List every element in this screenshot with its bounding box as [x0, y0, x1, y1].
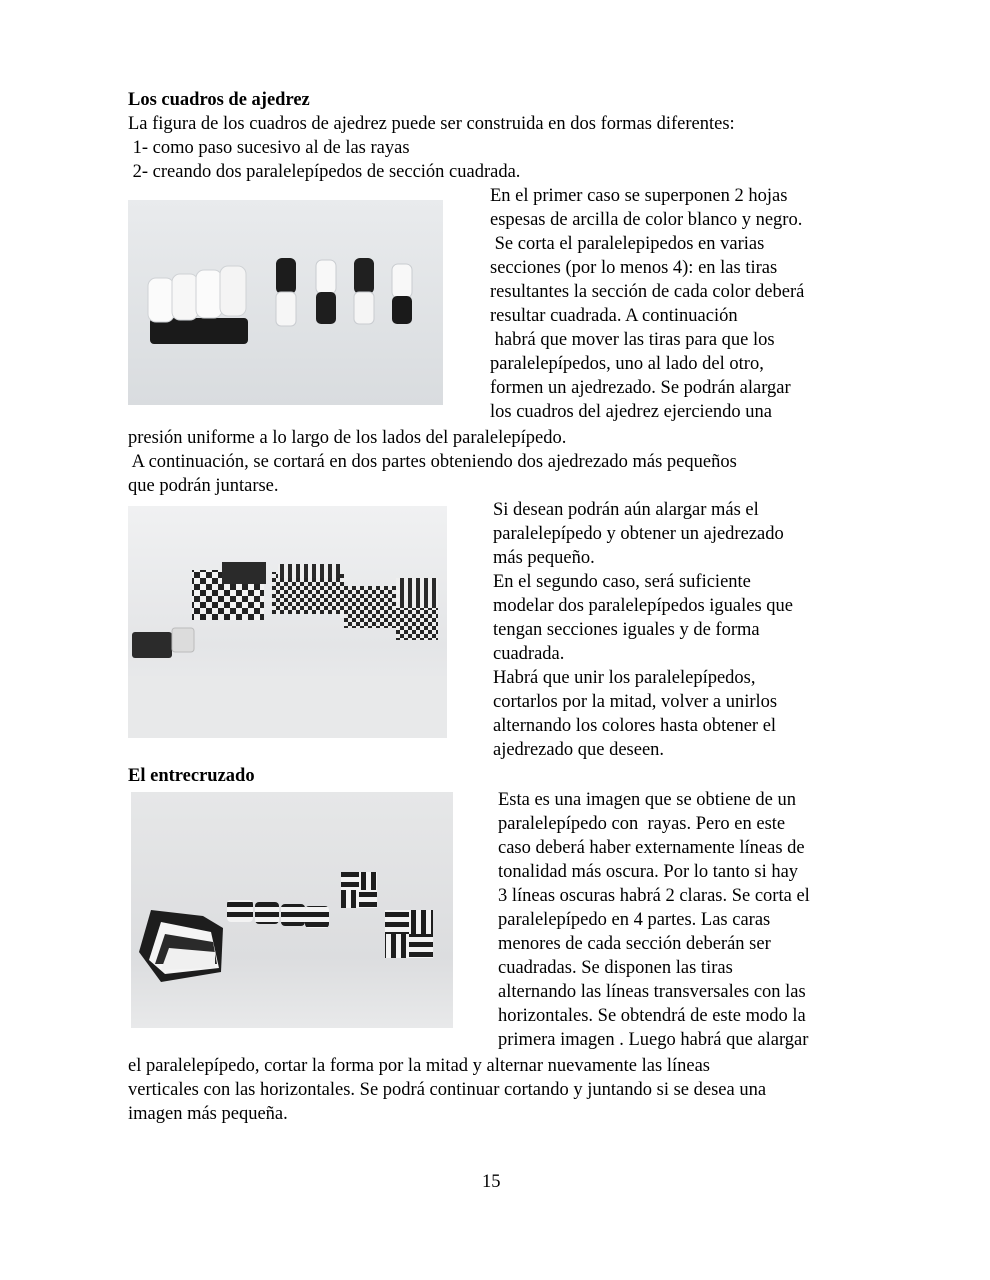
text-line: habrá que mover las tiras para que los [490, 330, 775, 350]
photo-checkerboard-blocks [128, 506, 447, 738]
text-line: cortarlos por la mitad, volver a unirlos [493, 692, 778, 712]
stacked-strips-left [148, 266, 248, 344]
page-number: 15 [482, 1172, 501, 1192]
text-line: paralelepípedo en 4 partes. Las caras [498, 910, 771, 930]
list-item-1: 1- como paso sucesivo al de las rayas [128, 138, 410, 158]
text-line: Si desean podrán aún alargar más el [493, 500, 759, 520]
text-line: horizontales. Se obtendrá de este modo la [498, 1006, 806, 1026]
list-item-2: 2- creando dos paralelepípedos de sección cuadrada. [128, 162, 521, 182]
section-heading-checkerboard: Los cuadros de ajedrez [128, 90, 310, 110]
text-line: los cuadros del ajedrez ejerciendo una [490, 402, 772, 422]
text-line: caso deberá haber externamente líneas de [498, 838, 805, 858]
text-line: paralelepípedos, uno al lado del otro, [490, 354, 764, 374]
text-line: cuadradas. Se disponen las tiras [498, 958, 733, 978]
text-line: paralelepípedo y obtener un ajedrezado [493, 524, 784, 544]
text-line: formen un ajedrezado. Se podrán alargar [490, 378, 791, 398]
text-line: alternando las líneas transversales con las [498, 982, 806, 1002]
section-heading-interlaced: El entrecruzado [128, 766, 255, 786]
text-line: alternando los colores hasta obtener el [493, 716, 777, 736]
text-line: que podrán juntarse. [128, 476, 279, 496]
text-line: el paralelepípedo, cortar la forma por la mitad y alternar nuevamente las líneas [128, 1056, 710, 1076]
text-line: paralelepípedo con rayas. Pero en este [498, 814, 786, 834]
text-line: A continuación, se cortará en dos partes obteniendo dos ajedrezado más pequeños [128, 452, 737, 472]
text-line: Habrá que unir los paralelepípedos, [493, 668, 756, 688]
photo-interlaced-pattern [131, 792, 453, 1028]
text-line: primera imagen . Luego habrá que alargar [498, 1030, 809, 1050]
text-line: secciones (por lo menos 4): en las tiras [490, 258, 778, 278]
text-line: ajedrezado que deseen. [493, 740, 665, 760]
text-line: En el segundo caso, será suficiente [493, 572, 751, 592]
text-line: En el primer caso se superponen 2 hojas [490, 186, 788, 206]
text-line: resultar cuadrada. A continuación [490, 306, 738, 326]
intro-paragraph: La figura de los cuadros de ajedrez puede ser construida en dos formas diferentes: [128, 114, 735, 134]
text-line: menores de cada sección deberán ser [498, 934, 771, 954]
text-line: Se corta el paralelepipedos en varias [490, 234, 765, 254]
text-line: 3 líneas oscuras habrá 2 claras. Se corta el [498, 886, 810, 906]
photo-clay-strips [128, 200, 443, 405]
text-line: cuadrada. [493, 644, 565, 664]
text-line: Esta es una imagen que se obtiene de un [498, 790, 796, 810]
text-line: espesas de arcilla de color blanco y negro. [490, 210, 803, 230]
text-line: imagen más pequeña. [128, 1104, 288, 1124]
text-line: modelar dos paralelepípedos iguales que [493, 596, 794, 616]
text-line: tengan secciones iguales y de forma [493, 620, 760, 640]
text-line: tonalidad más oscura. Por lo tanto si hay [498, 862, 799, 882]
text-line: resultantes la sección de cada color deberá [490, 282, 805, 302]
text-line: más pequeño. [493, 548, 595, 568]
text-line: presión uniforme a lo largo de los lados del paralelepípedo. [128, 428, 567, 448]
text-line: verticales con las horizontales. Se podrá continuar cortando y juntando si se desea una [128, 1080, 767, 1100]
